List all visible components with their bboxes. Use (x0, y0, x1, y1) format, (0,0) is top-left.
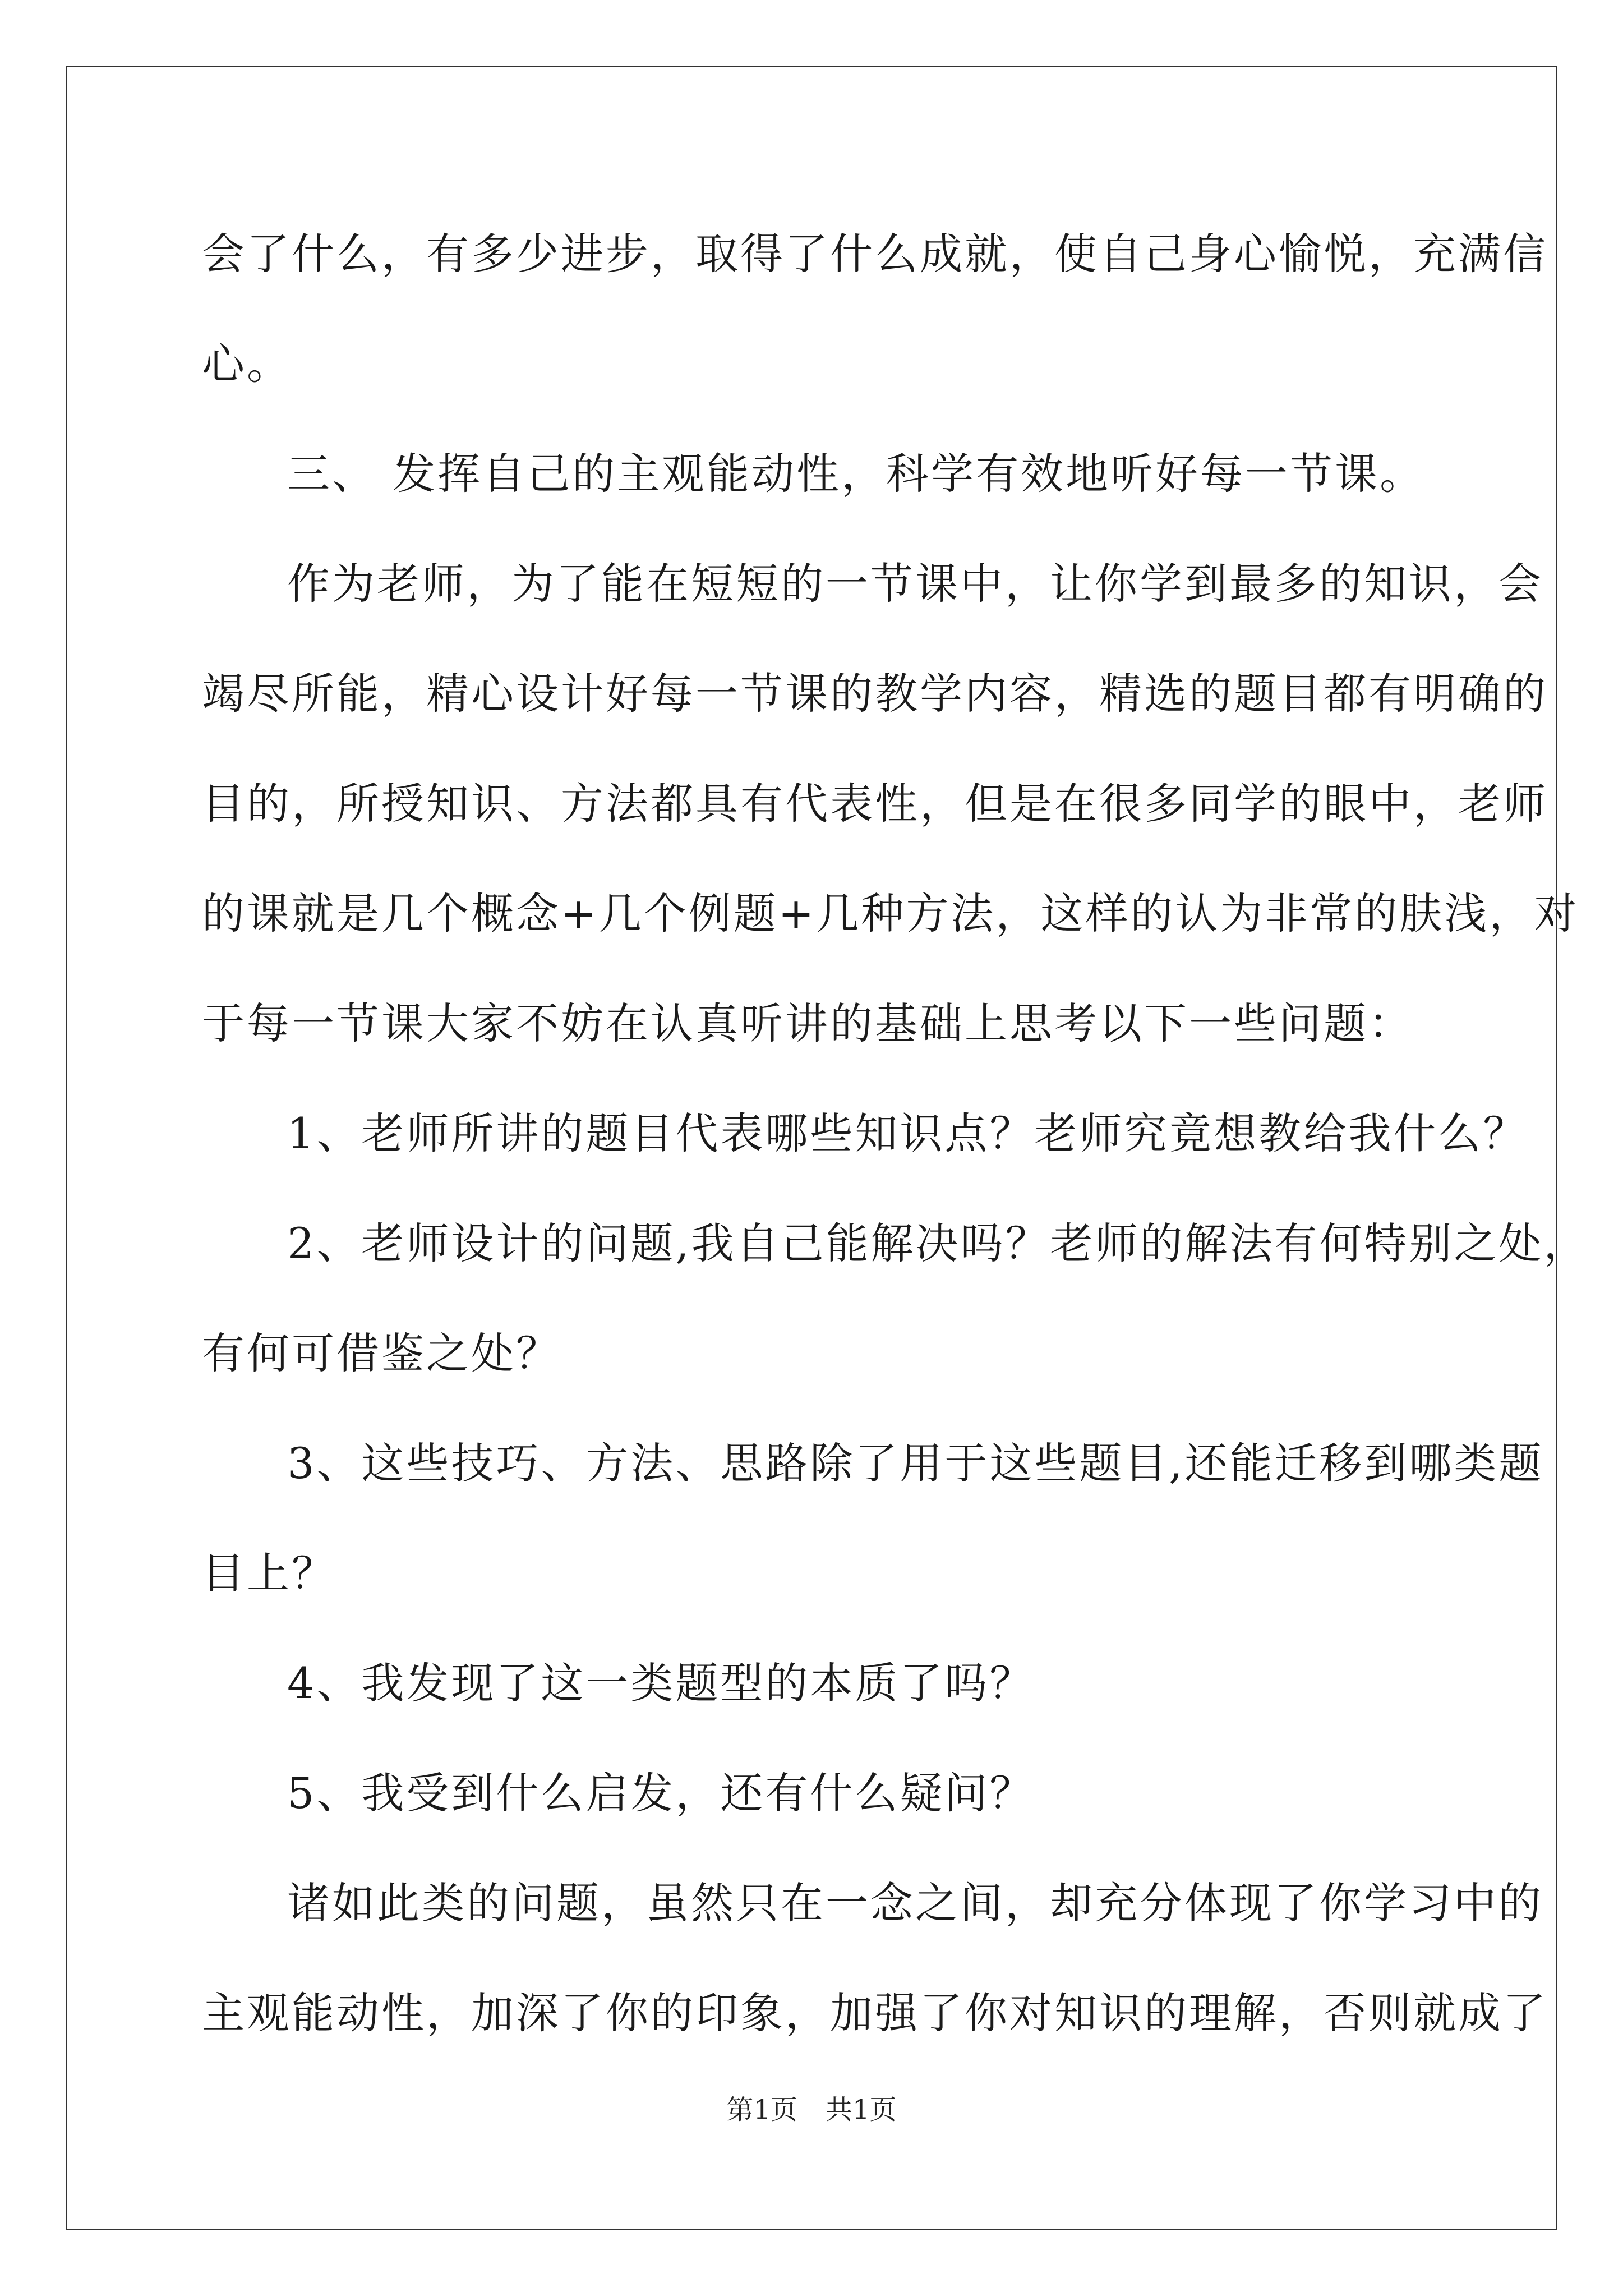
text-line: 会了什么，有多少进步，取得了什么成就，使自己身心愉悦，充满信 (202, 229, 1548, 279)
text-line: 诸如此类的问题，虽然只在一念之间，却充分体现了你学习中的 (287, 1878, 1543, 1928)
page-number: 第1页 (726, 2094, 797, 2125)
section-heading: 三、 发挥自己的主观能动性，科学有效地听好每一节课。 (287, 449, 1425, 499)
text-line: 作为老师，为了能在短短的一节课中，让你学到最多的知识，会 (287, 559, 1543, 609)
page-total: 共1页 (826, 2094, 897, 2125)
list-item: 4、我发现了这一类题型的本质了吗？ (287, 1658, 1035, 1708)
text-line: 于每一节课大家不妨在认真听讲的基础上思考以下一些问题： (202, 999, 1413, 1048)
list-item: 1、老师所讲的题目代表哪些知识点？老师究竟想教给我什么？ (287, 1108, 1528, 1158)
text-line: 目上？ (202, 1548, 336, 1598)
text-line: 主观能动性，加深了你的印象，加强了你对知识的理解，否则就成了 (202, 1988, 1548, 2038)
page-footer (0, 2088, 1623, 2127)
list-item: 5、我受到什么启发，还有什么疑问？ (287, 1768, 1035, 1818)
text-line: 心。 (202, 339, 292, 389)
text-line: 目的，所授知识、方法都具有代表性，但是在很多同学的眼中，老师 (202, 779, 1548, 829)
document-body (202, 199, 1589, 2068)
text-line: 的课就是几个概念+几个例题+几种方法，这样的认为非常的肤浅，对 (202, 889, 1579, 938)
list-item: 3、这些技巧、方法、思路除了用于这些题目,还能迁移到哪类题 (287, 1438, 1544, 1488)
text-line: 有何可借鉴之处？ (202, 1328, 561, 1378)
text-line: 竭尽所能，精心设计好每一节课的教学内容，精选的题目都有明确的 (202, 669, 1548, 719)
list-item: 2、老师设计的问题,我自己能解决吗？老师的解法有何特别之处， (287, 1218, 1589, 1268)
